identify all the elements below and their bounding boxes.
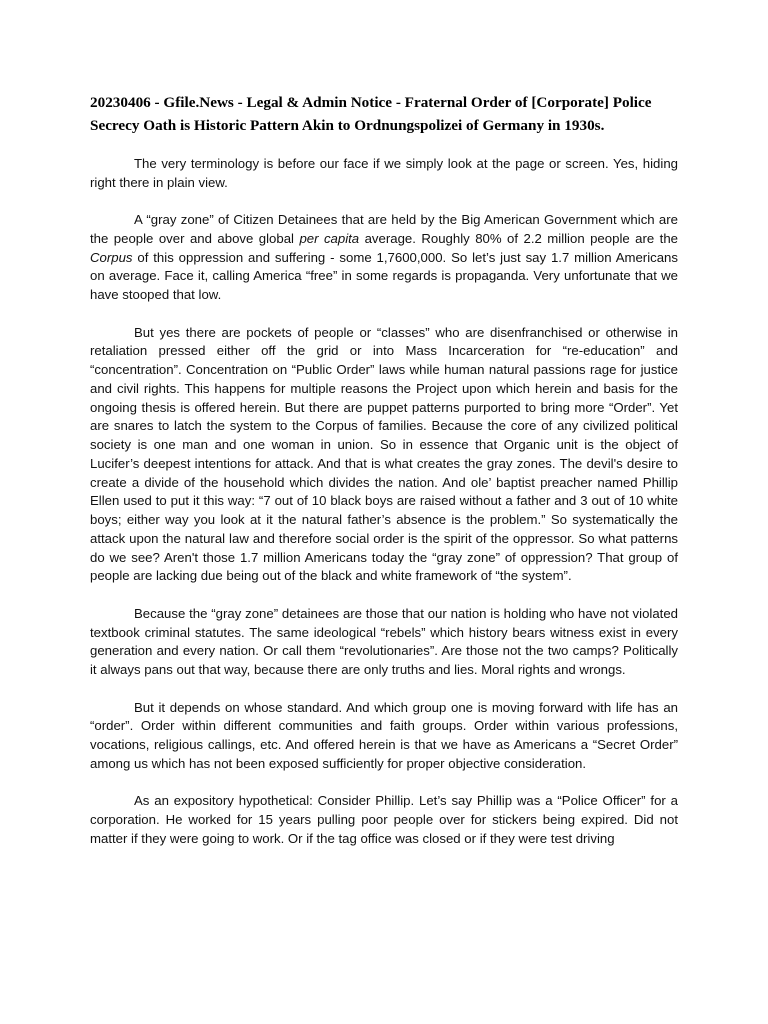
- paragraph-5: But it depends on whose standard. And which group one is moving forward with life has an “order”. Order within different communities and faith groups. Order within various professions, vocations, religious callings, etc. And offered herein is that we have as Americans a “Secret Order” among us which has not been exposed sufficiently for proper objective consideration.: [90, 699, 678, 771]
- paragraph-2-part-a: A “gray zone” of Citizen Detainees that are held by the Big American Government which are the people over and above global: [90, 212, 678, 246]
- paragraph-4: Because the “gray zone” detainees are those that our nation is holding who have not violated textbook criminal statutes. The same ideological “rebels” which history bears witness exist in every generation and every nation. Or call them “revolutionaries”. Are those not the two camps? Politically it always pans out that way, because there are only truths and lies. Moral rights and wrongs.: [90, 605, 678, 678]
- paragraph-2-italic-per-capita: per capita: [299, 230, 360, 246]
- paragraph-2-part-b: average. Roughly 80% of 2.2 million people are the: [359, 230, 678, 246]
- paragraph-6: As an expository hypothetical: Consider Phillip. Let’s say Phillip was a “Police Officer” for a corporation. He worked for 15 years pulling poor people over for stickers being expired. Did not matter if they were going to work. Or if the tag office was closed or if they were test driving: [90, 793, 678, 846]
- paragraph-1: The very terminology is before our face if we simply look at the page or screen. Yes, hiding right there in plain view.: [90, 156, 678, 190]
- paragraph-2-part-c: of this oppression and suffering - some 1,7600,000. So let’s just say 1.7 million Americans on average. Face it, calling America “free” in some regards is propaganda. Very unfortunate that we have stooped that low.: [90, 249, 678, 303]
- paragraph-2: [90, 211, 678, 305]
- paragraph-3: But yes there are pockets of people or “classes” who are disenfranchised or otherwise in retaliation pressed either off the grid or into Mass Incarceration for “re-education” and “concentration”. Concentration on “Public Order” laws while human natural passions rage for justice and civil rights. This happens for multiple reasons the Project upon which herein and basis for the ongoing thesis is offered herein. But there are puppet patterns purported to bring more “Order”. Yet are snares to latch the system to the Corpus of families. Because the core of any civilized political society is one man and one woman in union. So in essence that Organic unit is the object of Lucifer’s deepest intentions for attack. And that is what creates the gray zones. The devil's desire to create a divide of the household which divides the nation. And ole’ baptist preacher named Phillip Ellen used to put it this way: “7 out of 10 black boys are raised without a father and 3 out of 10 white boys; either way you look at it the natural father’s absence is the problem.” So systematically the attack upon the natural law and therefore social order is the spirit of the oppressor. So what patterns do we see? Aren't those 1.7 million Americans today the “gray zone” of oppression? That group of people are lacking due being out of the black and white framework of “the system”.: [90, 324, 678, 584]
- paragraph-2-italic-corpus: Corpus: [90, 249, 133, 265]
- document-title: 20230406 - Gfile.News - Legal & Admin Notice - Fraternal Order of [Corporate] Police Secrecy Oath is Historic Pattern Akin to Ordnungspolizei of Germany in 1930s.: [90, 94, 652, 134]
